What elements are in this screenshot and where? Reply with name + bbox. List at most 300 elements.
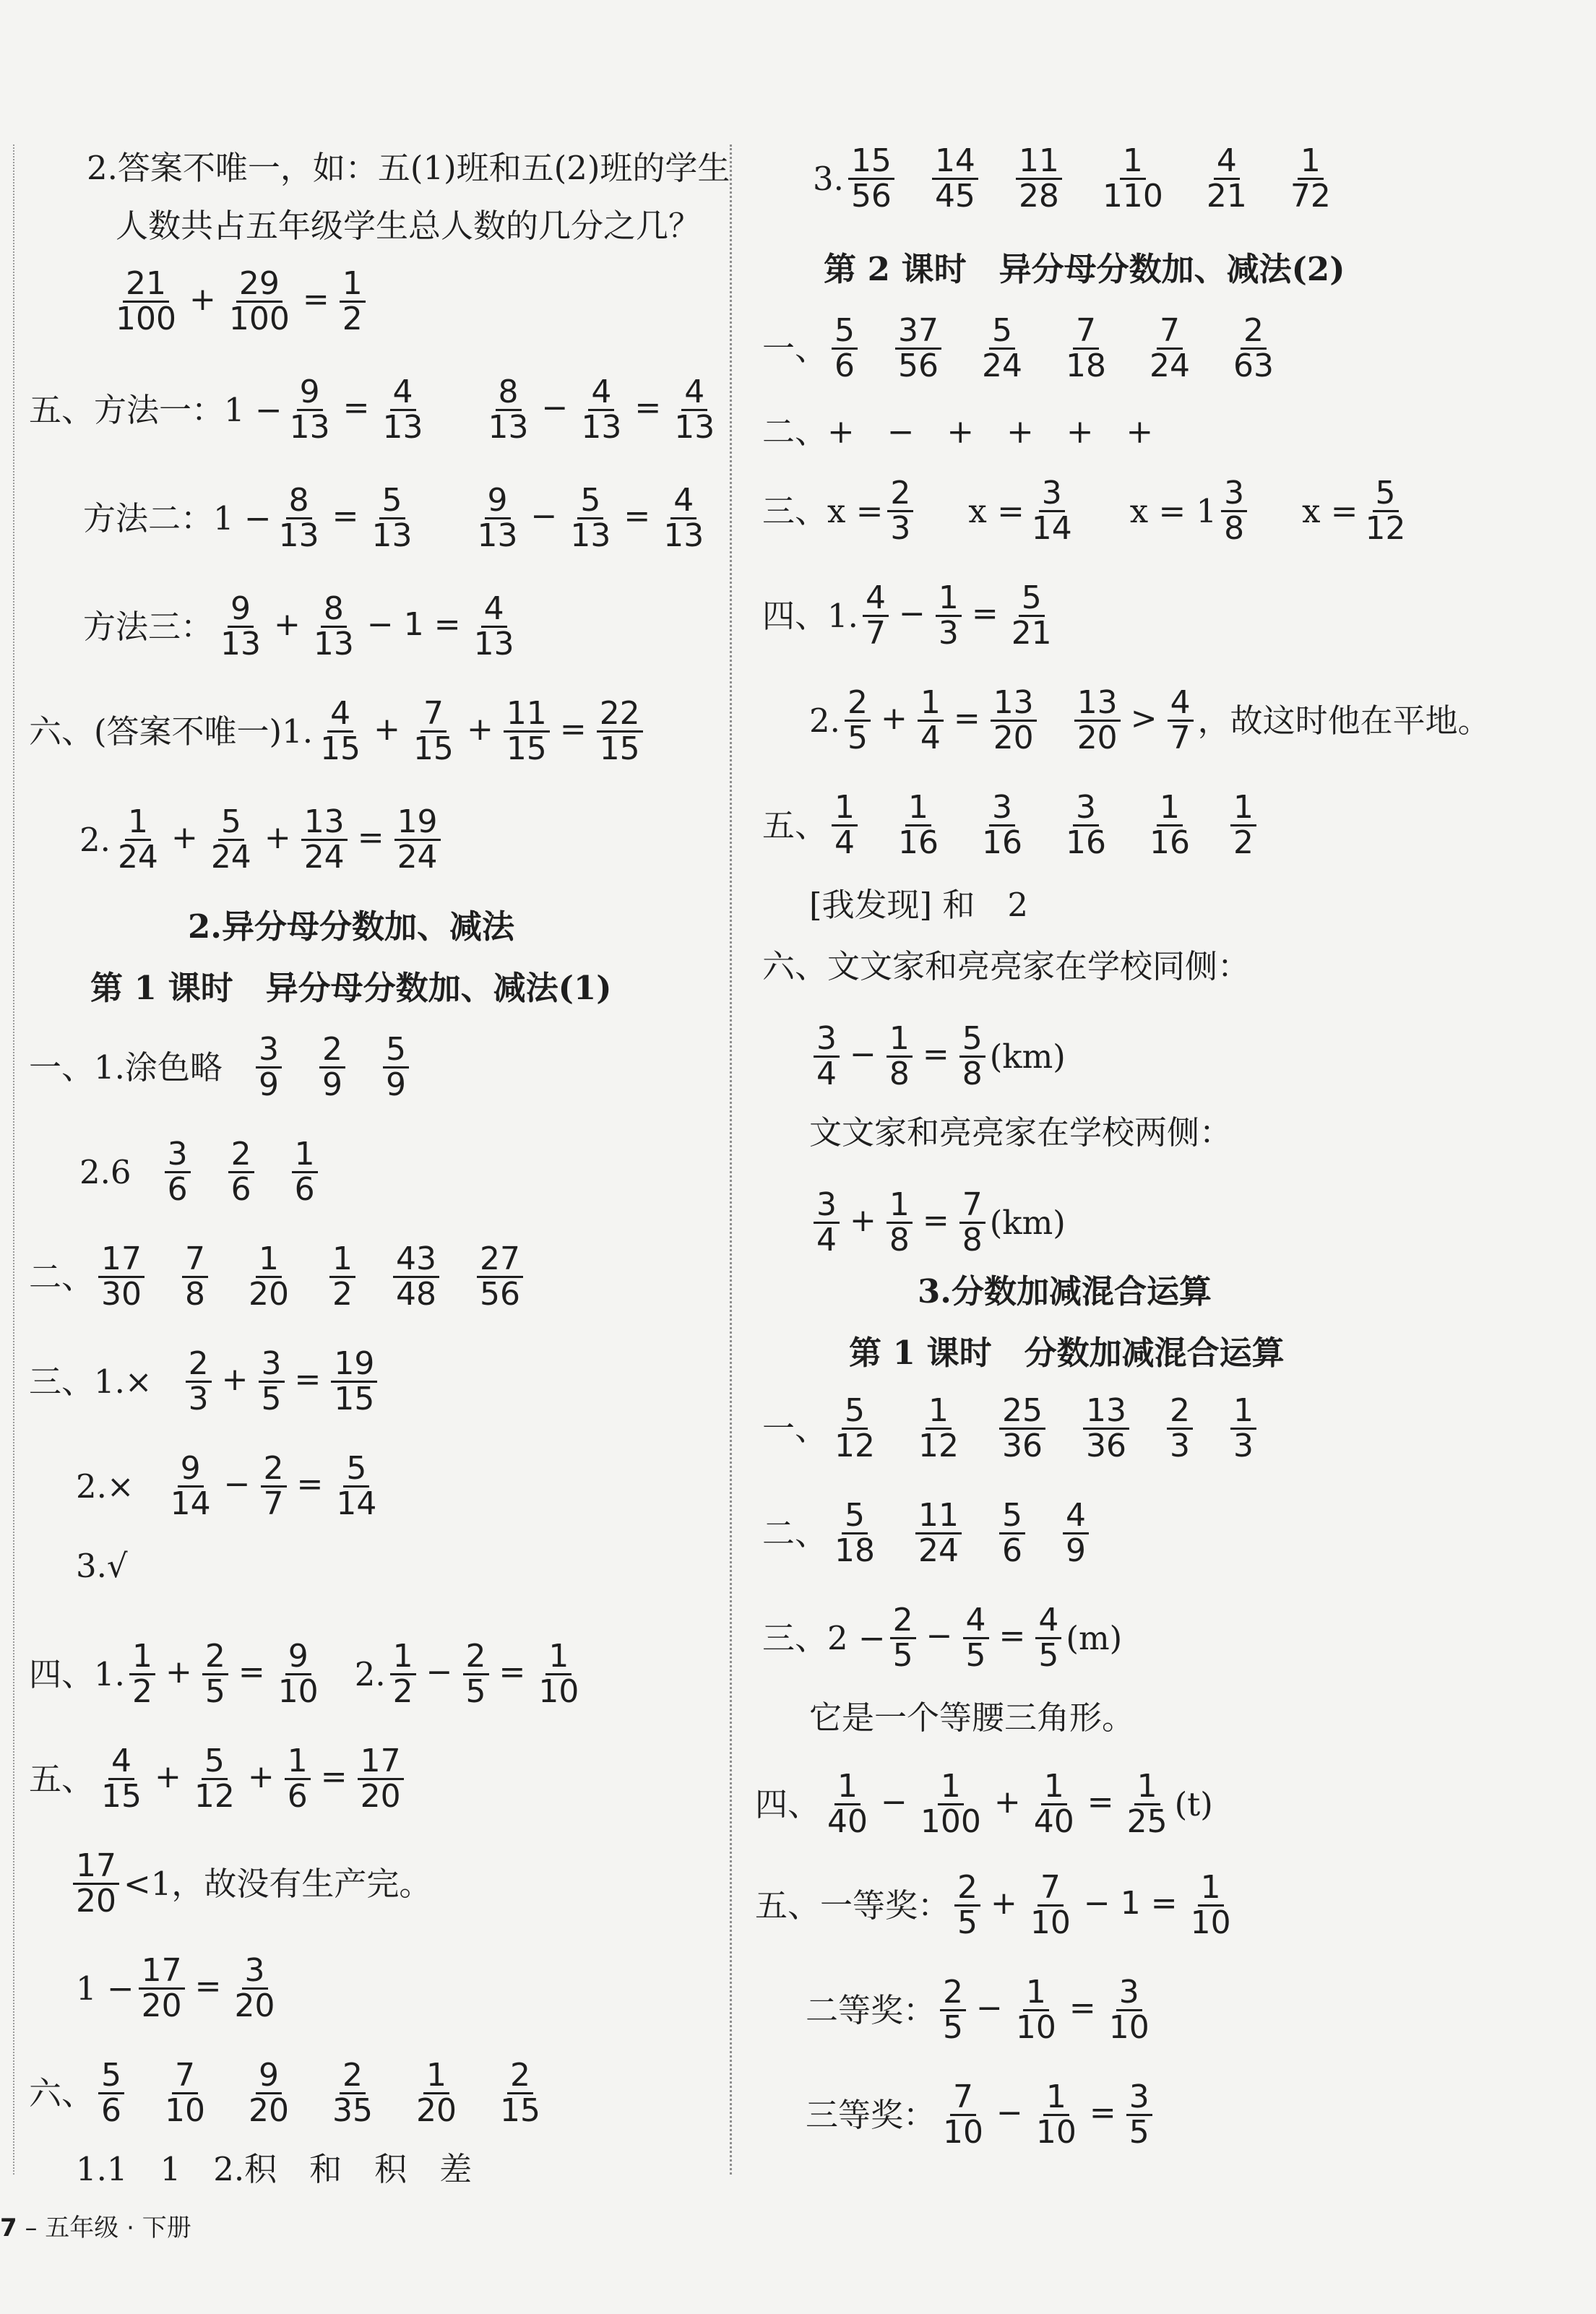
denominator: 72	[1290, 178, 1331, 215]
numerator: 3	[165, 1138, 191, 1173]
text: 五、方法一：1 −	[29, 391, 282, 430]
numerator: 1	[1043, 2081, 1069, 2116]
expression	[313, 697, 647, 766]
fraction	[863, 579, 889, 652]
numerator: 5	[842, 1499, 868, 1534]
var-label: x =	[827, 492, 884, 531]
fraction	[1126, 2078, 1152, 2151]
fraction	[887, 475, 913, 548]
numerator: 43	[393, 1243, 439, 1278]
answer-line	[76, 1547, 128, 1585]
numerator: 3	[1221, 477, 1247, 512]
numerator: 1	[390, 1640, 416, 1675]
expression	[950, 1871, 1238, 1940]
numerator: 2	[890, 1604, 916, 1639]
fraction-list	[827, 791, 1261, 860]
denominator: 12	[834, 1428, 876, 1465]
denominator: 5	[892, 1637, 913, 1675]
denominator: 15	[101, 1778, 142, 1816]
fraction	[1221, 475, 1247, 548]
answer-line	[809, 1188, 1066, 1257]
fraction	[186, 1347, 212, 1416]
fraction	[890, 1602, 916, 1675]
denominator: 15	[320, 730, 361, 768]
answer-line	[806, 2078, 1157, 2151]
operator: − 1 =	[1083, 1885, 1178, 1922]
answer-line	[762, 947, 1251, 985]
denominator: 6	[294, 1171, 315, 1209]
denominator: 13	[570, 517, 611, 555]
denominator: 100	[920, 1803, 981, 1841]
denominator: 5	[261, 1381, 282, 1418]
denominator: 10	[538, 1673, 579, 1711]
numerator: 1	[918, 686, 944, 722]
fraction	[165, 1136, 191, 1209]
expression	[163, 1452, 384, 1521]
numerator: 17	[358, 1745, 404, 1780]
operator: =	[499, 1654, 526, 1691]
expression	[181, 1347, 382, 1416]
fraction-list	[844, 144, 1338, 213]
fraction	[1031, 1770, 1077, 1839]
numerator: 3	[814, 1022, 840, 1058]
fraction	[671, 376, 717, 444]
var-label: x = 1	[1129, 492, 1217, 531]
answer-line	[762, 1499, 1093, 1568]
text: 第 2 课时 异分母分数加、减法(2)	[824, 250, 1345, 288]
denominator: 3	[188, 1381, 209, 1418]
numerator: 4	[327, 697, 353, 733]
fraction	[340, 267, 366, 336]
operator: +	[247, 1758, 275, 1796]
fraction	[963, 1602, 989, 1675]
fraction-list	[827, 314, 1281, 383]
fraction	[98, 2059, 124, 2128]
numerator: 5	[98, 2059, 124, 2094]
fraction	[1033, 2078, 1079, 2151]
fraction	[940, 1976, 966, 2045]
fraction	[390, 1640, 416, 1709]
fraction	[98, 1240, 144, 1313]
fraction	[1168, 686, 1194, 755]
numerator: 1	[1198, 1871, 1224, 1907]
expression	[282, 376, 431, 444]
fraction	[319, 1033, 345, 1102]
fraction	[848, 144, 894, 213]
answer-text	[87, 149, 730, 187]
denominator: 15	[500, 2092, 541, 2130]
fraction	[1029, 475, 1075, 548]
denominator: 20	[993, 720, 1034, 757]
operator: −	[541, 389, 569, 427]
fraction	[915, 1394, 962, 1463]
denominator: 5	[1038, 1637, 1059, 1675]
numerator: 17	[139, 1954, 185, 1990]
denominator: 24	[303, 839, 345, 876]
fraction	[832, 791, 858, 860]
operator: +	[165, 1654, 192, 1691]
denominator: 30	[101, 1276, 142, 1313]
denominator: 56	[898, 347, 939, 385]
numerator: 7	[959, 1188, 985, 1224]
denominator: 7	[1170, 720, 1191, 757]
page-footer	[0, 2208, 191, 2243]
fraction	[1147, 791, 1193, 860]
operator: =	[194, 1968, 222, 2006]
fraction	[73, 1849, 119, 1918]
denominator: 13	[382, 409, 423, 446]
numerator: 5	[989, 314, 1015, 350]
numerator: 1	[1230, 1394, 1256, 1430]
footer-separator: –	[25, 2214, 38, 2242]
denominator: 20	[416, 2092, 457, 2130]
operator: +	[264, 819, 291, 857]
fraction	[1230, 1394, 1256, 1463]
fraction	[1124, 1770, 1170, 1839]
text: 方法二：1 −	[83, 499, 272, 538]
fraction	[162, 2059, 208, 2128]
fraction	[567, 484, 613, 553]
denominator: 10	[943, 2114, 984, 2151]
text: 2.答案不唯一，如：五(1)班和五(2)班的学生	[87, 149, 730, 187]
text: 2.异分母分数加、减法	[188, 907, 514, 946]
denominator: 10	[1190, 1904, 1231, 1942]
fraction	[475, 484, 521, 553]
denominator: 3	[890, 510, 911, 548]
fraction	[814, 1022, 840, 1091]
denominator: 10	[1015, 2009, 1056, 2047]
denominator: 100	[116, 301, 176, 338]
text: 2.	[354, 1655, 386, 1694]
fraction	[959, 1188, 985, 1257]
numerator: 5	[379, 484, 405, 519]
fraction	[1230, 791, 1256, 860]
text: 一、	[762, 1409, 828, 1449]
numerator: 4	[390, 376, 416, 411]
operator: +	[221, 1361, 249, 1399]
denominator: 20	[360, 1778, 401, 1816]
numerator: 1	[1230, 791, 1256, 826]
denominator: 15	[506, 730, 547, 768]
numerator: 4	[963, 1604, 989, 1639]
operator: >	[1130, 700, 1157, 738]
fraction	[1167, 1394, 1193, 1463]
operator: =	[922, 1202, 949, 1240]
numerator: 2	[887, 477, 913, 512]
fraction	[287, 376, 333, 444]
numerator: 11	[504, 697, 550, 733]
operator: =	[1069, 1990, 1096, 2027]
numerator: 3	[1116, 1976, 1142, 2011]
expression	[111, 803, 445, 876]
numerator: 2	[186, 1347, 212, 1383]
text: 二、+ − + + + +	[762, 413, 1154, 451]
fraction	[1287, 144, 1334, 213]
column-divider	[730, 144, 732, 2175]
answer-line	[809, 686, 1491, 755]
numerator: 11	[915, 1499, 962, 1534]
answer-line	[79, 1136, 322, 1209]
text: 2.6	[79, 1153, 131, 1192]
operator: −	[850, 1036, 876, 1074]
fraction	[383, 1033, 409, 1102]
fraction	[1083, 1394, 1129, 1463]
numerator: 1	[926, 1394, 952, 1430]
answer-line	[755, 1871, 1238, 1940]
operator: =	[302, 281, 329, 319]
operator: =	[953, 700, 980, 738]
denominator: 2	[342, 301, 363, 338]
numerator: 4	[863, 582, 889, 617]
numerator: 29	[236, 267, 282, 303]
numerator: 1	[125, 806, 151, 841]
operator: =	[971, 595, 998, 633]
fraction	[959, 1022, 985, 1091]
numerator: 13	[1074, 686, 1121, 722]
denominator: 5	[204, 1673, 225, 1711]
operator: −	[223, 1466, 251, 1503]
fraction	[918, 1770, 984, 1839]
lesson-title	[90, 969, 612, 1007]
fraction	[999, 1394, 1045, 1463]
numerator: 21	[123, 267, 169, 303]
answer-line	[29, 376, 722, 444]
numerator: 4	[481, 592, 507, 628]
var-label: x =	[968, 492, 1025, 531]
numerator: 27	[477, 1243, 523, 1278]
operator: =	[1087, 1784, 1114, 1821]
fraction	[226, 267, 293, 336]
fraction	[932, 144, 978, 213]
text: 四、1.	[762, 597, 858, 636]
numerator: 5	[577, 484, 603, 519]
text: 3.√	[76, 1547, 128, 1585]
text: 2.	[79, 821, 111, 860]
operator: =	[342, 389, 370, 427]
expression	[386, 1640, 587, 1709]
fraction	[1106, 1976, 1152, 2045]
numerator: 1	[340, 267, 366, 303]
denominator: 13	[581, 409, 622, 446]
text: 三等奖：	[806, 2096, 936, 2135]
denominator: 5	[1129, 2114, 1149, 2151]
denominator: 21	[1011, 615, 1052, 652]
numerator: 14	[932, 144, 978, 180]
text: 三、1.×	[29, 1363, 152, 1402]
numerator: 4	[681, 376, 707, 411]
numerator: 1	[1157, 791, 1183, 826]
expression	[809, 1022, 990, 1091]
answer-line	[76, 1954, 282, 2023]
answer-line	[83, 592, 522, 661]
text: (km)	[989, 1037, 1066, 1076]
right-column	[755, 130, 1579, 2198]
fraction	[261, 1452, 287, 1521]
fraction	[895, 314, 941, 383]
denominator: 10	[1035, 2114, 1077, 2151]
fraction-list	[94, 1240, 527, 1313]
numerator: 17	[98, 1243, 144, 1278]
operator: +	[991, 1885, 1017, 1922]
fraction	[597, 697, 643, 766]
operator: =	[357, 819, 384, 857]
fraction	[113, 267, 179, 336]
operator: − 1 =	[366, 606, 461, 644]
fraction	[275, 1640, 322, 1709]
operator: =	[624, 498, 651, 535]
denominator: 13	[278, 517, 319, 555]
numerator: 8	[286, 484, 312, 519]
text: 二、	[29, 1258, 95, 1297]
numerator: 4	[670, 484, 696, 519]
numerator: 1	[545, 1640, 571, 1675]
numerator: 19	[394, 806, 441, 841]
denominator: 13	[488, 409, 529, 446]
denominator: 16	[1149, 824, 1191, 862]
numerator: 5	[1373, 477, 1399, 512]
answer-line	[755, 1770, 1213, 1839]
fraction	[940, 2078, 986, 2151]
fraction	[1027, 1871, 1074, 1940]
expression	[125, 1640, 326, 1709]
fraction	[1009, 579, 1055, 652]
operator: =	[634, 389, 662, 427]
denominator: 4	[816, 1055, 837, 1093]
numerator: 2	[1241, 314, 1267, 350]
denominator: 56	[850, 178, 892, 215]
operator: =	[332, 498, 359, 535]
text: 五、	[762, 806, 828, 845]
denominator: 8	[1224, 510, 1245, 548]
text: 3.分数加减混合运算	[918, 1272, 1212, 1311]
answer-line	[809, 1113, 1233, 1152]
fraction	[311, 592, 357, 661]
fraction	[331, 1347, 377, 1416]
numerator: 1	[1120, 144, 1146, 180]
numerator: 25	[999, 1394, 1045, 1430]
fraction	[895, 791, 941, 860]
text: 四、1.	[29, 1655, 125, 1694]
numerator: 2	[463, 1640, 489, 1675]
expression	[108, 267, 370, 336]
operator: +	[374, 711, 400, 748]
expression	[820, 1770, 1175, 1839]
fraction	[1074, 686, 1121, 755]
fraction	[979, 791, 1025, 860]
denominator: 5	[957, 1904, 978, 1942]
fraction	[182, 1240, 208, 1313]
fraction	[918, 686, 944, 755]
numerator: 2	[319, 1033, 345, 1069]
numerator: 4	[1035, 1604, 1061, 1639]
denominator: 16	[1066, 824, 1107, 862]
fraction	[463, 1640, 489, 1709]
fraction	[98, 1743, 144, 1816]
denominator: 5	[965, 1637, 986, 1675]
denominator: 8	[889, 1055, 910, 1093]
denominator: 56	[480, 1276, 521, 1313]
denominator: 5	[465, 1673, 486, 1711]
fraction-list	[827, 1394, 1261, 1463]
denominator: 24	[397, 839, 438, 876]
denominator: 20	[234, 1987, 275, 2025]
numerator: 9	[285, 1640, 311, 1675]
text: (km)	[989, 1204, 1066, 1243]
numerator: 3	[989, 791, 1015, 826]
denominator: 13	[674, 409, 715, 446]
denominator: 9	[322, 1066, 342, 1104]
numerator: 2	[340, 2059, 366, 2094]
text: <1，故没有生产完。	[124, 1865, 432, 1904]
denominator: 40	[1033, 1803, 1074, 1841]
footer-grade: 五年级 · 下册	[45, 2214, 191, 2242]
fraction	[202, 1640, 228, 1709]
denominator: 13	[371, 517, 413, 555]
numerator: 1	[129, 1640, 155, 1675]
fraction-list	[251, 1033, 413, 1102]
fraction	[329, 1240, 355, 1313]
denominator: 24	[982, 347, 1023, 385]
answer-line	[762, 579, 1059, 652]
operator: −	[996, 2094, 1023, 2132]
answer-line	[762, 475, 1413, 548]
operator: +	[171, 819, 198, 857]
numerator: 1	[423, 2059, 449, 2094]
numerator: 1	[285, 1745, 311, 1780]
numerator: 7	[172, 2059, 198, 2094]
operator: −	[926, 1618, 953, 1655]
denominator: 10	[277, 1673, 319, 1711]
denominator: 14	[336, 1485, 377, 1523]
numerator: 7	[1157, 314, 1183, 350]
denominator: 15	[413, 730, 454, 768]
fraction	[832, 314, 858, 383]
text: 1 −	[76, 1969, 134, 2008]
fraction	[936, 579, 962, 652]
numerator: 3	[256, 1033, 282, 1069]
operator: =	[296, 1466, 324, 1503]
numerator: 7	[182, 1243, 208, 1278]
numerator: 2	[202, 1640, 228, 1675]
denominator: 18	[834, 1532, 876, 1570]
numerator: 37	[895, 314, 941, 350]
operator: +	[880, 700, 907, 738]
denominator: 4	[834, 824, 855, 862]
numerator: 5	[832, 314, 858, 350]
fraction	[317, 697, 363, 766]
denominator: 4	[816, 1222, 837, 1259]
denominator: 13	[663, 517, 704, 555]
fraction	[1188, 1871, 1234, 1940]
left-margin-rule	[13, 144, 14, 2175]
denominator: 24	[210, 839, 251, 876]
denominator: 14	[1031, 510, 1072, 548]
text: 六、(答案不唯一)1.	[29, 712, 314, 751]
denominator: 13	[313, 626, 354, 663]
operator: +	[189, 281, 216, 319]
denominator: 4	[920, 720, 941, 757]
fraction	[301, 803, 348, 876]
fraction	[578, 376, 624, 444]
answer-line	[83, 484, 711, 553]
operator: −	[881, 1784, 907, 1821]
fraction	[329, 2059, 376, 2128]
text: 六、文文家和亮亮家在学校同侧：	[762, 947, 1251, 985]
section-title	[188, 907, 514, 946]
denominator: 20	[141, 1987, 182, 2025]
expression	[858, 579, 1059, 652]
text: (t)	[1174, 1785, 1213, 1824]
